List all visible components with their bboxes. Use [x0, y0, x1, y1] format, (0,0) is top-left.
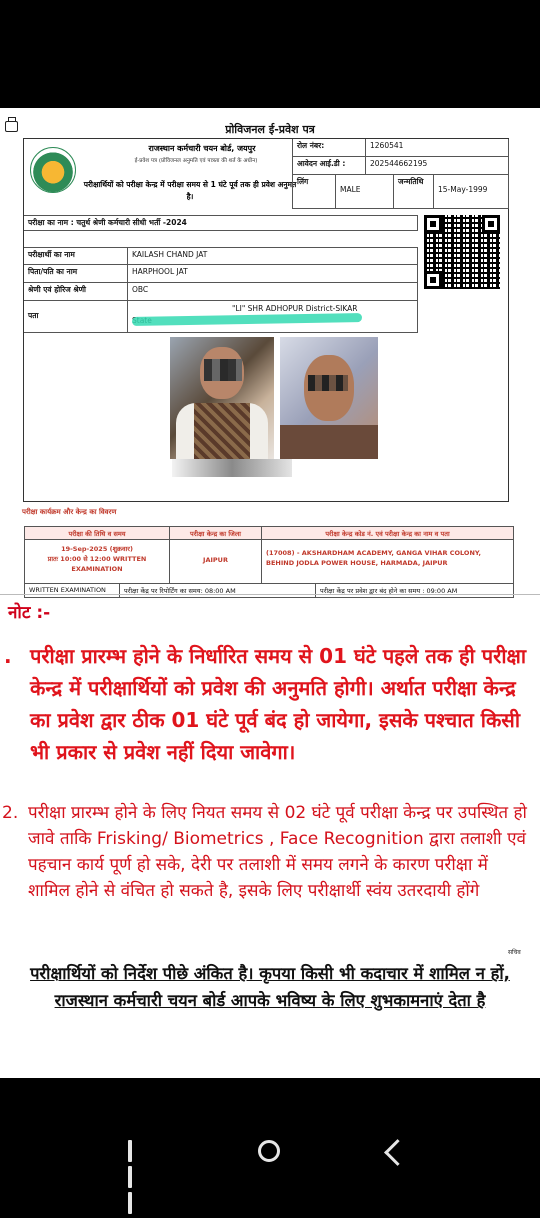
dob-label: जन्मतिथि — [394, 175, 434, 209]
board-logo — [30, 147, 76, 193]
back-icon[interactable] — [384, 1139, 411, 1166]
home-icon[interactable] — [258, 1140, 280, 1162]
address-line-1: "LI" SHR ADHOPUR District-SIKAR — [232, 304, 358, 313]
footer-message — [6, 960, 534, 1014]
board-subtitle: ई-प्रवेश पत्र (प्रोविजनल अनुमति एवं पात्रता की शर्त के अधीन) — [134, 158, 258, 164]
schedule-time: प्रातः 10:00 से 12:00 WRITTEN EXAMINATION — [47, 555, 147, 573]
document-header: प्रोविजनल ई-प्रवेश पत्र — [225, 123, 315, 136]
dob-value: 15-May-1999 — [434, 175, 509, 209]
schedule-col-district: परीक्षा केन्द्र का जिला — [170, 526, 262, 540]
note-1-text: परीक्षा प्रारम्भ होने के निर्धारित समय से 01 घंटे पहले तक ही परीक्षा केन्द्र में परीक्षार्थियों को प्रवेश की अनुमति होगी। अर्थात परीक्षा केन्द्र का प्रवेश द्वार ठीक 01 घंटे पूर्व बंद हो जायेगा, इसके पश्चात किसी भी प्रकार से प्रवेश नहीं दिया जावेगा। — [30, 644, 527, 764]
note-title: नोट :- — [8, 603, 51, 623]
divider — [0, 594, 540, 595]
gender-label: लिंग — [292, 175, 336, 209]
qr-code — [424, 215, 500, 289]
gender-value: MALE — [336, 175, 394, 209]
roll-value: 1260541 — [366, 139, 509, 157]
footer-line-1: परीक्षार्थियों को निर्देश पीछे अंकित है। कृपया किसी भी कदाचार में शामिल न हों, — [30, 964, 510, 983]
application-label: आवेदन आई.डी : — [292, 157, 366, 175]
schedule-date-time — [24, 540, 170, 584]
schedule-centre: (17008) - AKSHARDHAM ACADEMY, GANGA VIHAR COLONY, BEHIND JODLA POWER HOUSE, HARMADA, JAIPUR — [262, 540, 514, 584]
note-2-number: 2. — [2, 803, 19, 823]
note-2-text: परीक्षा प्रारम्भ होने के लिए नियत समय से 02 घंटे पूर्व परीक्षा केन्द्र पर उपस्थित हो जावे ताकि Frisking/ Biometrics , Face Recognition द्वारा तलाशी एवं पहचान कार्य पूर्ण हो सके, देरी पर तलाशी में समय लगने के कारण परीक्षा में शामिल होने से वंचित हो सकते है, इसके लिए परीक्षार्थी स्वंय उतरदायी होंगे — [28, 803, 527, 901]
live-capture-photo — [280, 337, 378, 459]
schedule-date: 19-Sep-2025 (शुक्रवार) — [61, 545, 133, 553]
schedule-district: JAIPUR — [170, 540, 262, 584]
footer-line-2: राजस्थान कर्मचारी चयन बोर्ड आपके भविष्य के लिए शुभकामनाएं देता है — [54, 991, 486, 1010]
entry-instruction: परीक्षार्थियों को परीक्षा केन्द्र में परीक्षा समय से 1 घंटे पूर्व तक ही प्रवेश अनुमत है। — [83, 180, 297, 201]
schedule-gate-close: परीक्षा केंद्र पर प्रवेश द्वार बंद होने का समय : 09:00 AM — [316, 584, 514, 598]
schedule-col-date: परीक्षा की तिथि व समय — [24, 526, 170, 540]
admit-card-document — [0, 108, 540, 1078]
navigation-bar — [0, 1110, 540, 1200]
father-label: पिता/पति का नाम — [24, 265, 128, 283]
schedule-col-centre: परीक्षा केन्द्र कोड नं. एवं परीक्षा केन्द्र का नाम व पता — [262, 526, 514, 540]
signature-strip — [172, 459, 292, 477]
board-name: राजस्थान कर्मचारी चयन बोर्ड, जयपुर — [148, 144, 256, 153]
schedule-mode: WRITTEN EXAMINATION — [24, 584, 120, 598]
category-value: OBC — [128, 283, 418, 301]
category-label: श्रेणी एवं होरिज श्रेणी — [24, 283, 128, 301]
candidate-value: KAILASH CHAND JAT — [128, 247, 418, 265]
roll-label: रोल नंबर: — [292, 139, 366, 157]
admit-card — [23, 138, 509, 502]
candidate-label: परीक्षार्थी का नाम — [24, 247, 128, 265]
schedule-table — [24, 526, 514, 598]
schedule-title: परीक्षा कार्यक्रम और केन्द्र का विवरण — [22, 508, 117, 516]
father-value: HARPHOOL JAT — [128, 265, 418, 283]
address-label: पता — [24, 301, 128, 333]
application-value: 202544662195 — [366, 157, 509, 175]
candidate-photo — [170, 337, 274, 459]
schedule-reporting: परीक्षा केंद्र पर रिपोर्टिंग का समय: 08:00 AM — [120, 584, 316, 598]
secretary-label: सचिव — [508, 949, 521, 956]
status-bar — [0, 0, 540, 40]
exam-name: परीक्षा का नाम : चतुर्थ श्रेणी कर्मचारी सीधी भर्ती -2024 — [24, 215, 418, 231]
note-1-number: . — [4, 644, 12, 668]
